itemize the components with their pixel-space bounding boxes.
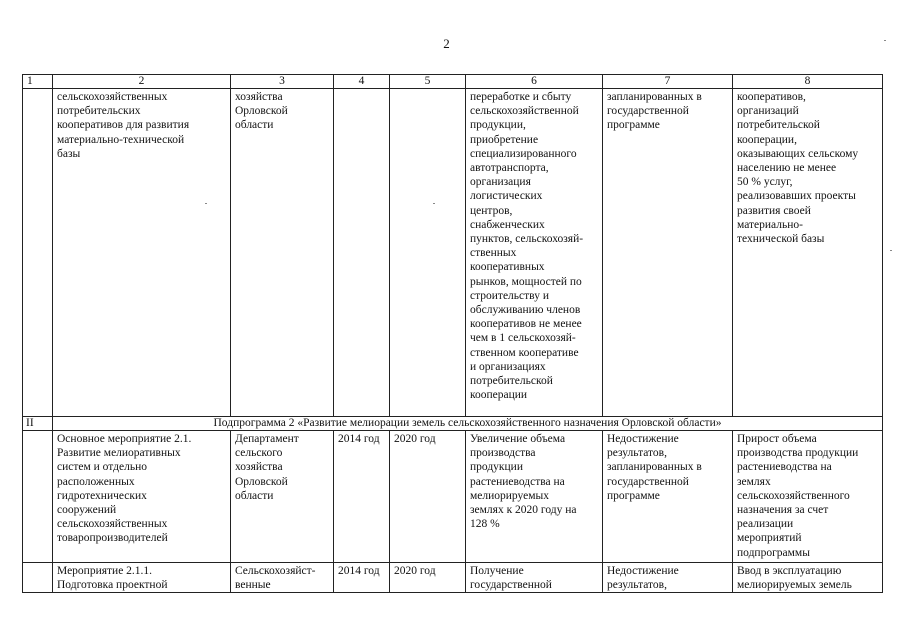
header-cell-2: 2	[53, 75, 231, 89]
table-row	[23, 431, 883, 563]
table-row	[23, 563, 883, 593]
header-cell-8: 8	[733, 75, 883, 89]
table-row	[23, 89, 883, 417]
table-cell: Ввод в эксплуатацию мелиорируемых земель	[733, 563, 883, 593]
table-cell	[23, 563, 53, 593]
table-cell: 2014 год	[334, 563, 390, 593]
page-number: 2	[443, 36, 450, 51]
table-cell: Мероприятие 2.1.1. Подготовка проектной	[53, 563, 231, 593]
subprogram-row	[23, 417, 883, 431]
header-cell-6: 6	[466, 75, 603, 89]
table-cell: Получение государственной	[466, 563, 603, 593]
scan-speck	[433, 203, 435, 204]
table-cell	[334, 89, 390, 417]
table-cell	[390, 89, 466, 417]
header-cell-5: 5	[390, 75, 466, 89]
header-cell-7: 7	[603, 75, 733, 89]
program-table	[22, 74, 883, 593]
header-cell-3: 3	[231, 75, 334, 89]
table-cell: хозяйства Орловской области	[231, 89, 334, 417]
header-row	[23, 75, 883, 89]
table-cell: Увеличение объема производства продукции растениеводства на мелиорируемых землях к 2020 году на 128 %	[466, 431, 603, 563]
table-cell: 2020 год	[390, 431, 466, 563]
table-cell: Основное мероприятие 2.1. Развитие мелиоративных систем и отдельно расположенных гидротехнических сооружений сельскохозяйственных товаропроизводителей	[53, 431, 231, 563]
scan-speck	[205, 203, 207, 204]
table-cell	[23, 431, 53, 563]
table-cell: сельскохозяйственных потребительских кооперативов для развития материально-технической базы	[53, 89, 231, 417]
table-cell: Департамент сельского хозяйства Орловской области	[231, 431, 334, 563]
table-cell: Недостижение результатов,	[603, 563, 733, 593]
table-cell: 2014 год	[334, 431, 390, 563]
table-cell	[23, 89, 53, 417]
table-cell: Недостижение результатов, запланированных в государственной программе	[603, 431, 733, 563]
table-cell: 2020 год	[390, 563, 466, 593]
table-cell: Сельскохозяйст- венные	[231, 563, 334, 593]
table-cell: Прирост объема производства продукции растениеводства на землях сельскохозяйственного назначения за счет реализации мероприятий подпрограммы	[733, 431, 883, 563]
header-cell-1: 1	[23, 75, 53, 89]
subprogram-title: Подпрограмма 2 «Развитие мелиорации земель сельскохозяйственного назначения Орловской области»	[53, 417, 883, 431]
subprogram-number: II	[23, 417, 53, 431]
table-cell: кооперативов, организаций потребительской кооперации, оказывающих сельскому населению не менее 50 % услуг, реализовавших проекты развития своей материально- технической базы	[733, 89, 883, 417]
scan-speck	[890, 250, 892, 251]
table-cell: переработке и сбыту сельскохозяйственной продукции, приобретение специализированного автотранспорта, организация логистических центров, снабженческих пунктов, сельскохозяй- ственных кооперативных рынков, мощностей по строительству и обслуживанию членов кооперативов не менее чем в 1 сельскохозяй- ственном кооперативе и организациях потребительской кооперации	[466, 89, 603, 417]
table-cell: запланированных в государственной программе	[603, 89, 733, 417]
header-cell-4: 4	[334, 75, 390, 89]
scan-speck	[884, 40, 886, 41]
